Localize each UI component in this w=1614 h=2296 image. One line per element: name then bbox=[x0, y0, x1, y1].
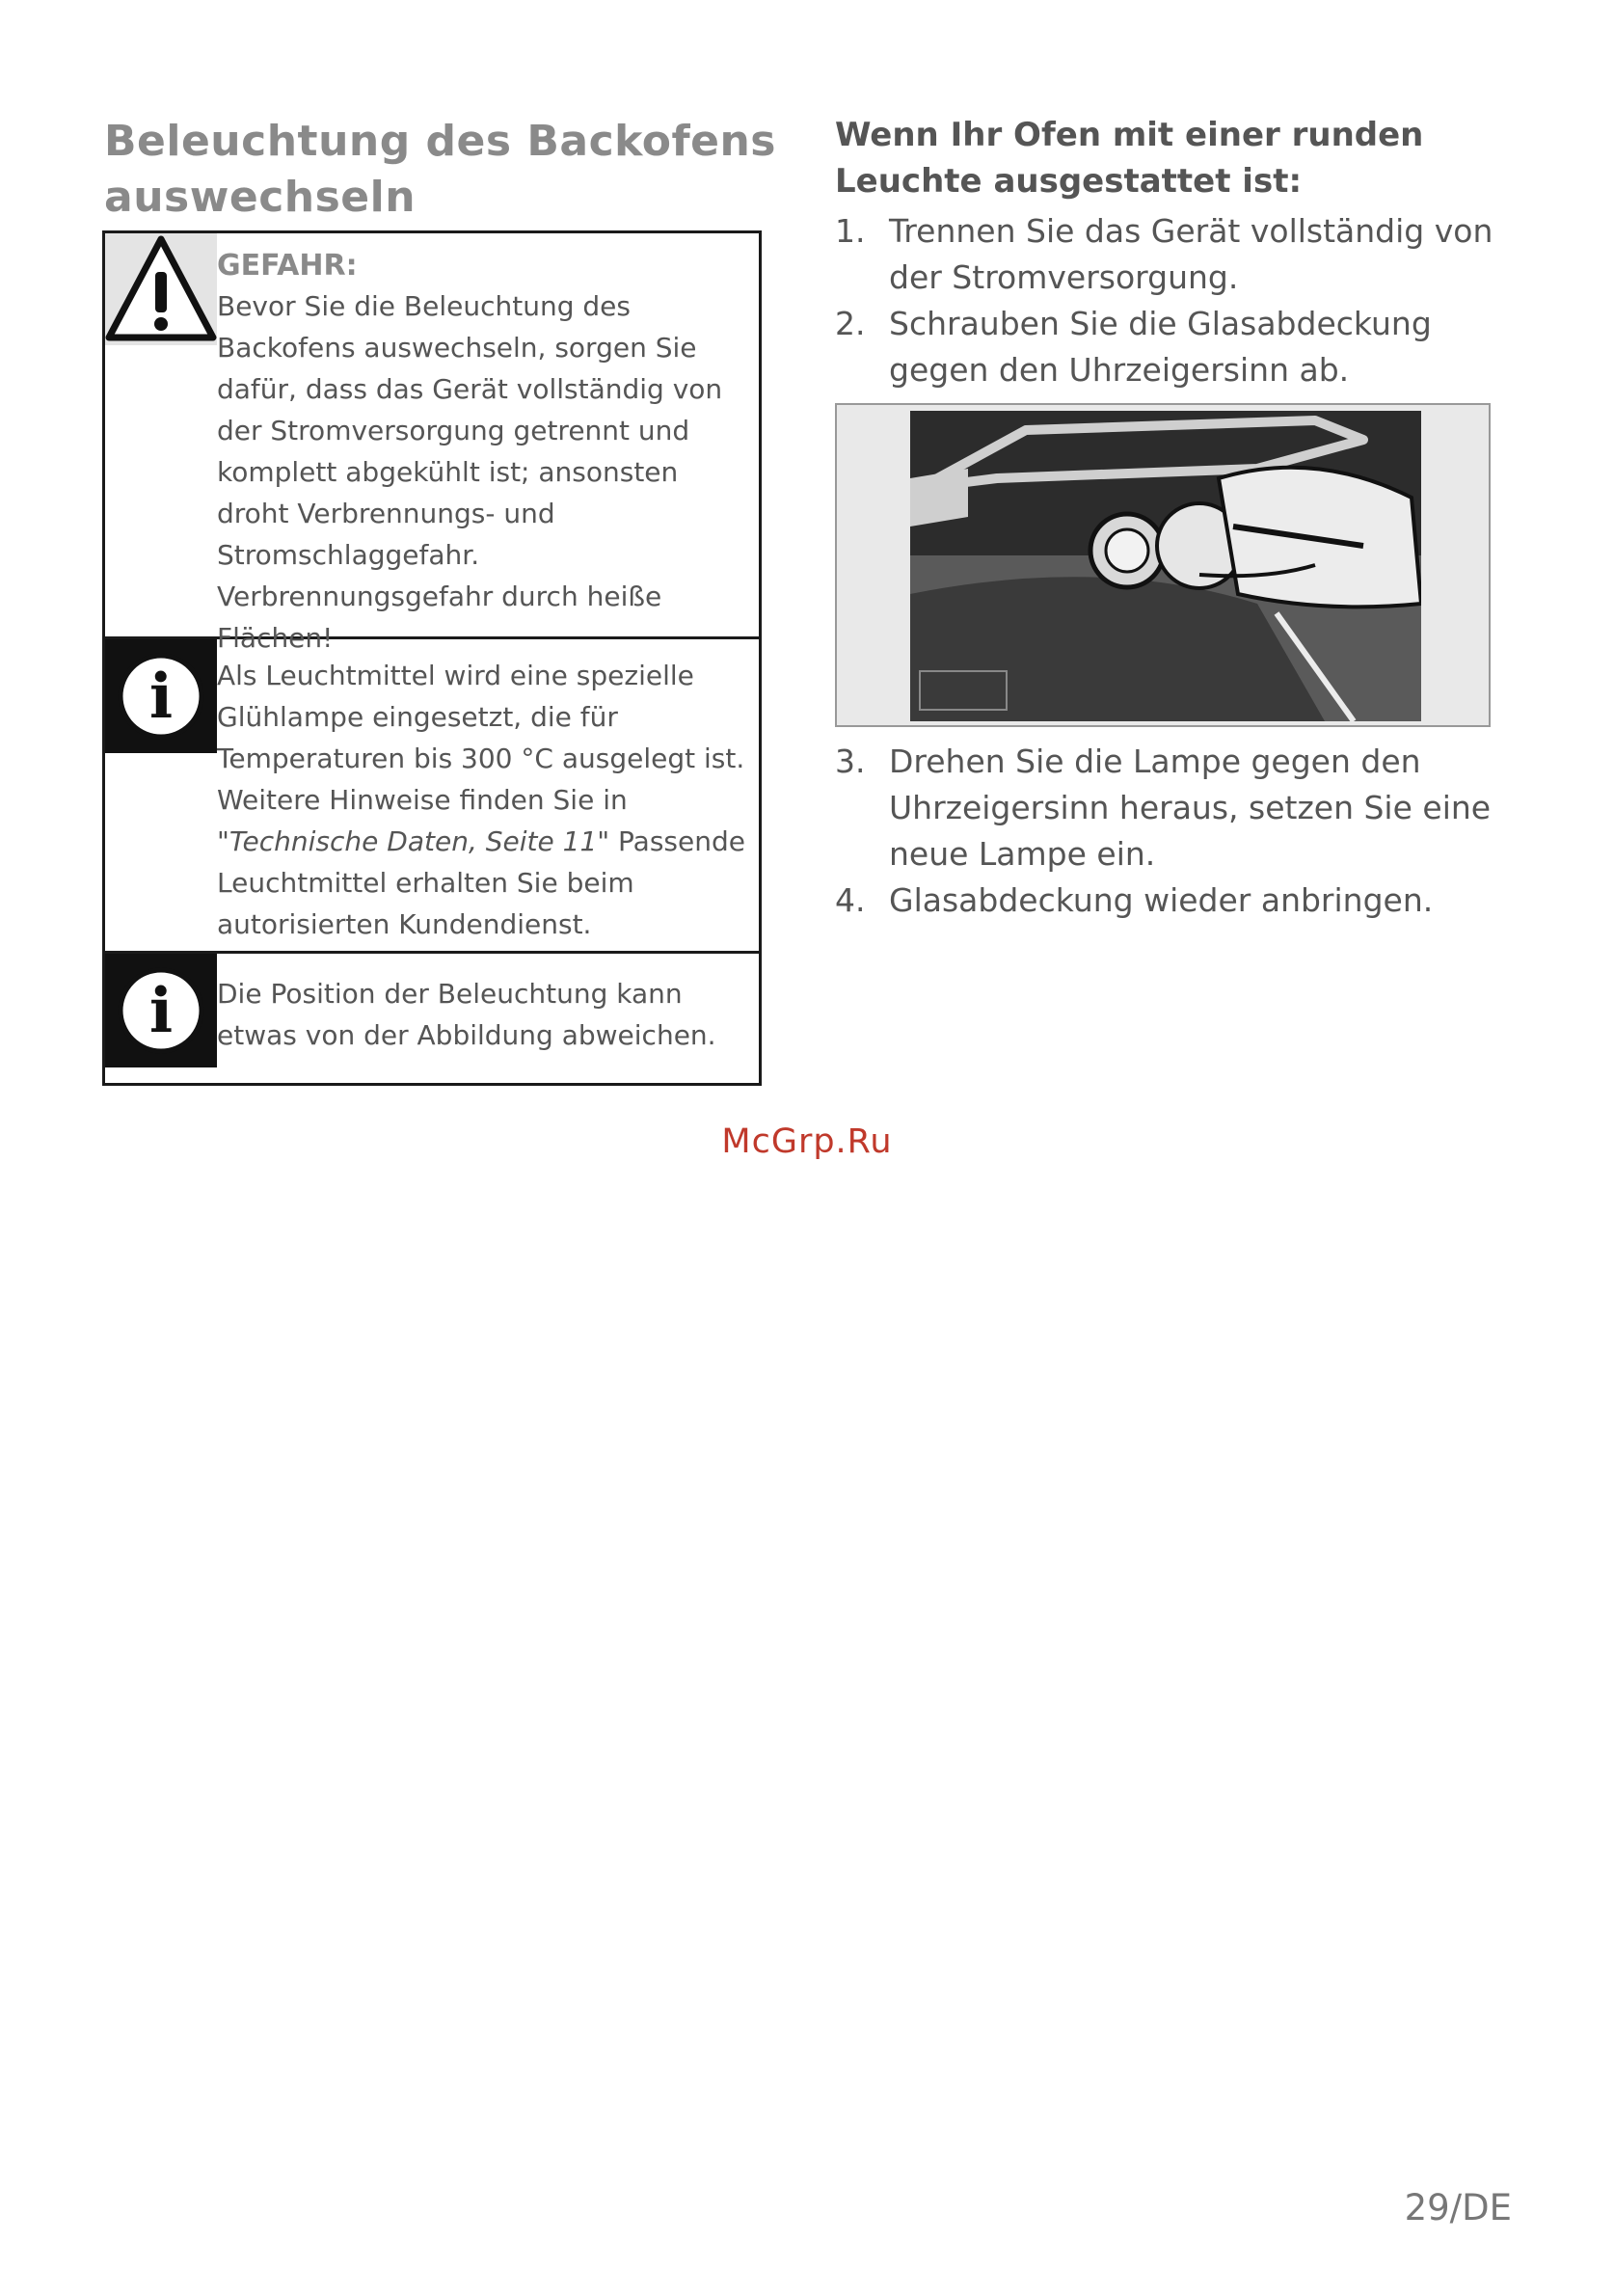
notice-stack bbox=[102, 230, 762, 1086]
danger-title: GEFAHR: bbox=[217, 249, 358, 283]
instructions-heading: Wenn Ihr Ofen mit einer runden Leuchte ausgestattet ist: bbox=[835, 116, 1424, 201]
info-notice-position bbox=[105, 954, 759, 1083]
section-title-line2: auswechseln bbox=[104, 173, 417, 222]
danger-notice bbox=[105, 233, 759, 654]
steps-list-b bbox=[835, 739, 1510, 924]
step-number: 2. bbox=[835, 305, 866, 342]
section-title bbox=[104, 114, 779, 226]
page-number: 29/DE bbox=[1404, 2187, 1512, 2228]
steps-list-a bbox=[835, 208, 1510, 393]
section-title-line1: Beleuchtung des Backofens bbox=[104, 117, 776, 166]
step-item bbox=[835, 878, 1510, 924]
info-position-text: Die Position der Beleuchtung kann etwas von der Abbildung abweichen. bbox=[217, 978, 716, 1051]
step-number: 1. bbox=[835, 212, 866, 250]
info-icon bbox=[105, 954, 217, 1067]
svg-text:i: i bbox=[148, 661, 174, 733]
info-lamp-text-b: Passende Leuchtmittel erhalten Sie beim autorisierten Kundendienst. bbox=[217, 825, 745, 940]
watermark: McGrp.Ru bbox=[721, 1122, 893, 1161]
info-lamp-text-a: Als Leuchtmittel wird eine spezielle Glühlampe eingesetzt, die für Temperaturen bis 300 °C ausgelegt ist. Weitere Hinweise finden Sie in bbox=[217, 660, 745, 816]
step-item bbox=[835, 739, 1510, 878]
info-lamp-text bbox=[217, 639, 759, 945]
step-text: Drehen Sie die Lampe gegen den Uhrzeigersinn heraus, setzen Sie eine neue Lampe ein. bbox=[889, 743, 1492, 873]
lamp-illustration bbox=[835, 403, 1491, 727]
step-item bbox=[835, 208, 1510, 301]
step-text: Trennen Sie das Gerät vollständig von der Stromversorgung. bbox=[889, 212, 1493, 296]
danger-text: Bevor Sie die Beleuchtung des Backofens auswechseln, sorgen Sie dafür, dass das Gerät vollständig von der Stromversorgung getrennt und komplett abgekühlt ist; ansonsten droht Verbrennungs- und Stromschlaggefahr. Verbrennungsgefahr durch heiße Flächen! bbox=[217, 290, 723, 654]
info-notice-lamp bbox=[105, 639, 759, 954]
step-number: 3. bbox=[835, 743, 866, 780]
step-text: Schrauben Sie die Glasabdeckung gegen den Uhrzeigersinn ab. bbox=[889, 305, 1432, 389]
instructions-column bbox=[835, 112, 1510, 924]
svg-text:i: i bbox=[148, 975, 174, 1047]
step-text: Glasabdeckung wieder anbringen. bbox=[889, 881, 1434, 919]
step-number: 4. bbox=[835, 881, 866, 919]
info-icon bbox=[105, 639, 217, 753]
step-item bbox=[835, 301, 1510, 393]
technical-data-reference: "Technische Daten, Seite 11" bbox=[217, 825, 610, 857]
warning-triangle-icon bbox=[105, 233, 217, 349]
